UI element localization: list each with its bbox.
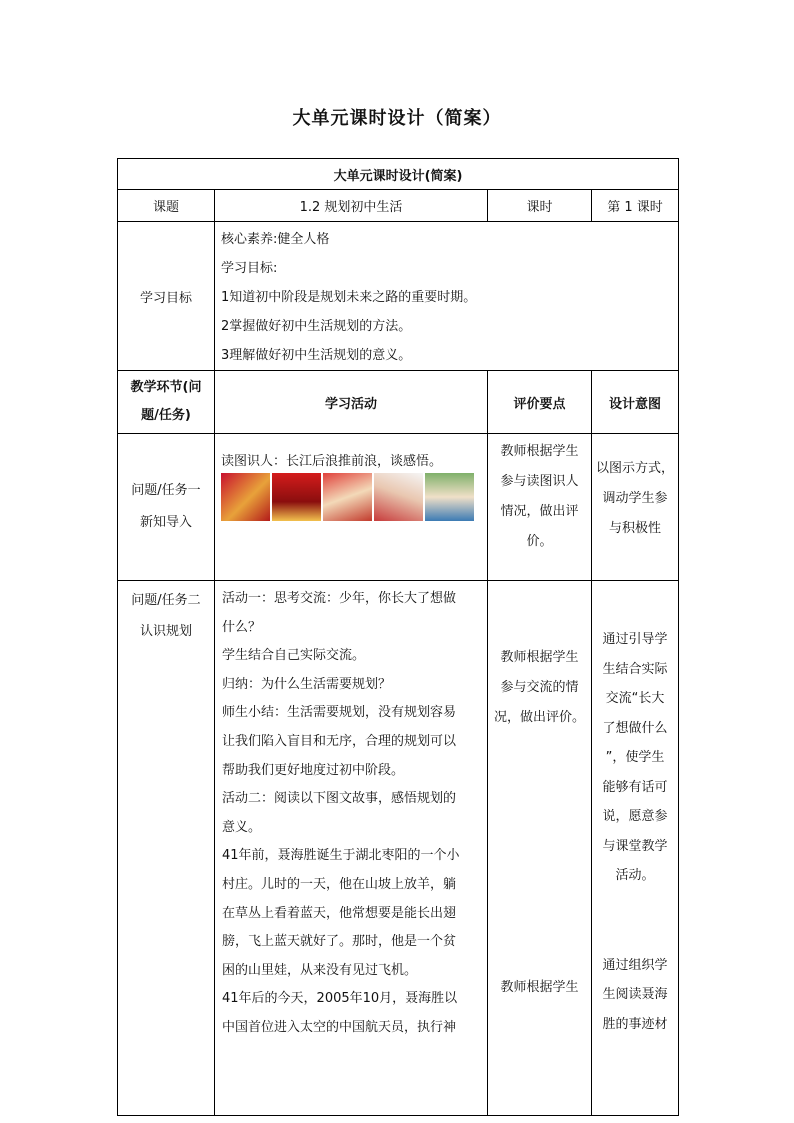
task2-activity-line: 在草丛上看着蓝天，他常想要是能长出翅 — [222, 905, 457, 921]
task2-eval-line: 教师根据学生 — [500, 980, 579, 995]
column-stage-line: 教学环节(问 — [130, 380, 202, 395]
task2-intent — [592, 581, 679, 1116]
task2-activity-line: 困的山里娃，从来没有见过飞机。 — [222, 962, 418, 978]
task2-intent-line: 能够有话可 — [602, 779, 668, 795]
column-evaluation: 评价要点 — [488, 371, 592, 434]
task1-intent-line: 以图示方式， — [596, 461, 675, 476]
meta-row — [118, 190, 679, 222]
task1-eval-line: 参与读图识人 — [500, 474, 579, 489]
task2-activity-line: 让我们陷入盲目和无序，合理的规划可以 — [222, 733, 457, 749]
photo-3 — [323, 473, 372, 521]
task2-eval-line: 况，做出评价。 — [493, 710, 585, 725]
task2-intent-line: 生结合实际 — [602, 661, 668, 677]
column-activity: 学习活动 — [215, 371, 488, 434]
spacer — [492, 733, 587, 973]
page-title: 大单元课时设计（简案） — [292, 108, 502, 129]
goals-line: 1知道初中阶段是规划未来之路的重要时期。 — [221, 290, 477, 305]
task2-activity-line: 活动一：思考交流：少年，你长大了想做 — [222, 591, 457, 606]
column-header-row — [118, 371, 679, 434]
task2-activity-line: 中国首位进入太空的中国航天员，执行神 — [222, 1019, 457, 1035]
task2-activity-line: 什么？ — [222, 619, 262, 635]
topic-label: 课题 — [118, 190, 215, 222]
period-label: 课时 — [488, 190, 592, 222]
task2-intent-line: 了想做什么 — [602, 720, 668, 736]
photo-2 — [272, 473, 321, 521]
task2-intent-line: 交流“长大 — [605, 691, 665, 706]
task1-row — [118, 434, 679, 581]
goals-content — [215, 222, 679, 371]
task1-activity-text: 读图识人：长江后浪推前浪，谈感悟。 — [221, 454, 443, 469]
task2-activity-line: 41年前，聂海胜诞生于湖北枣阳的一个小 — [222, 848, 460, 864]
task2-activity-line: 意义。 — [222, 819, 262, 835]
task2-eval-line: 参与交流的情 — [500, 680, 579, 695]
task2-activity-line: 41年后的今天，2005年10月，聂海胜以 — [222, 991, 458, 1007]
task1-intent-line: 调动学生参 — [602, 491, 668, 506]
goals-line: 学习目标: — [221, 261, 278, 276]
task2-intent-line: ”，使学生 — [605, 750, 665, 765]
photo-4 — [374, 473, 423, 521]
task2-row — [118, 581, 679, 1116]
photo-1 — [221, 473, 270, 521]
goals-row — [118, 222, 679, 371]
task1-stage-line: 问题/任务一 — [131, 483, 201, 498]
column-intent: 设计意图 — [592, 371, 679, 434]
task2-intent-line: 与课堂教学 — [602, 838, 668, 854]
photo-strip — [221, 473, 483, 521]
task2-activity-line: 学生结合自己实际交流。 — [222, 648, 366, 664]
task1-eval-line: 价。 — [526, 534, 553, 549]
task2-eval-line: 教师根据学生 — [500, 650, 579, 665]
task2-activity — [215, 581, 488, 1116]
task1-eval-line: 情况，做出评 — [500, 504, 579, 519]
task2-intent-line: 活动。 — [615, 868, 655, 883]
task1-activity — [215, 434, 488, 581]
task2-activity-line: 活动二：阅读以下图文故事，感悟规划的 — [222, 791, 457, 807]
task1-evaluation — [488, 434, 592, 581]
goals-line: 3理解做好初中生活规划的意义。 — [221, 348, 412, 363]
task2-stage-line: 问题/任务二 — [131, 593, 201, 608]
task1-intent — [592, 434, 679, 581]
goals-line: 核心素养:健全人格 — [221, 232, 330, 247]
task1-stage-line: 新知导入 — [139, 515, 192, 530]
task2-activity-line: 帮助我们更好地度过初中阶段。 — [222, 762, 405, 778]
lesson-plan-table — [117, 158, 679, 1116]
task2-activity-line: 归纳：为什么生活需要规划？ — [222, 676, 392, 692]
column-stage — [118, 371, 215, 434]
task1-stage — [118, 434, 215, 581]
task2-intent-line: 胜的事迹材 — [602, 1016, 668, 1032]
column-stage-line: 题/任务) — [141, 408, 191, 423]
table-header-row — [118, 159, 679, 190]
topic-value: 1.2 规划初中生活 — [215, 190, 488, 222]
task2-activity-line: 村庄。儿时的一天，他在山坡上放羊，躺 — [222, 876, 457, 892]
task2-intent-line: 说，愿意参 — [602, 809, 668, 824]
period-value: 第 1 课时 — [592, 190, 679, 222]
task2-intent-line: 生阅读聂海 — [602, 987, 668, 1002]
task2-evaluation — [488, 581, 592, 1116]
spacer — [596, 891, 674, 951]
task1-intent-line: 与积极性 — [609, 521, 662, 536]
task2-activity-line: 师生小结：生活需要规划，没有规划容易 — [222, 705, 457, 721]
task2-intent-line: 通过引导学 — [602, 632, 668, 647]
goals-label: 学习目标 — [118, 222, 215, 371]
goals-line: 2掌握做好初中生活规划的方法。 — [221, 319, 412, 334]
task1-eval-line: 教师根据学生 — [500, 444, 579, 459]
task2-stage-line: 认识规划 — [139, 624, 192, 639]
task2-activity-line: 膀，飞上蓝天就好了。那时，他是一个贫 — [222, 934, 457, 950]
task2-intent-line: 通过组织学 — [602, 957, 668, 973]
task2-stage — [118, 581, 215, 1116]
photo-5 — [425, 473, 474, 521]
table-header: 大单元课时设计(简案) — [118, 159, 679, 190]
